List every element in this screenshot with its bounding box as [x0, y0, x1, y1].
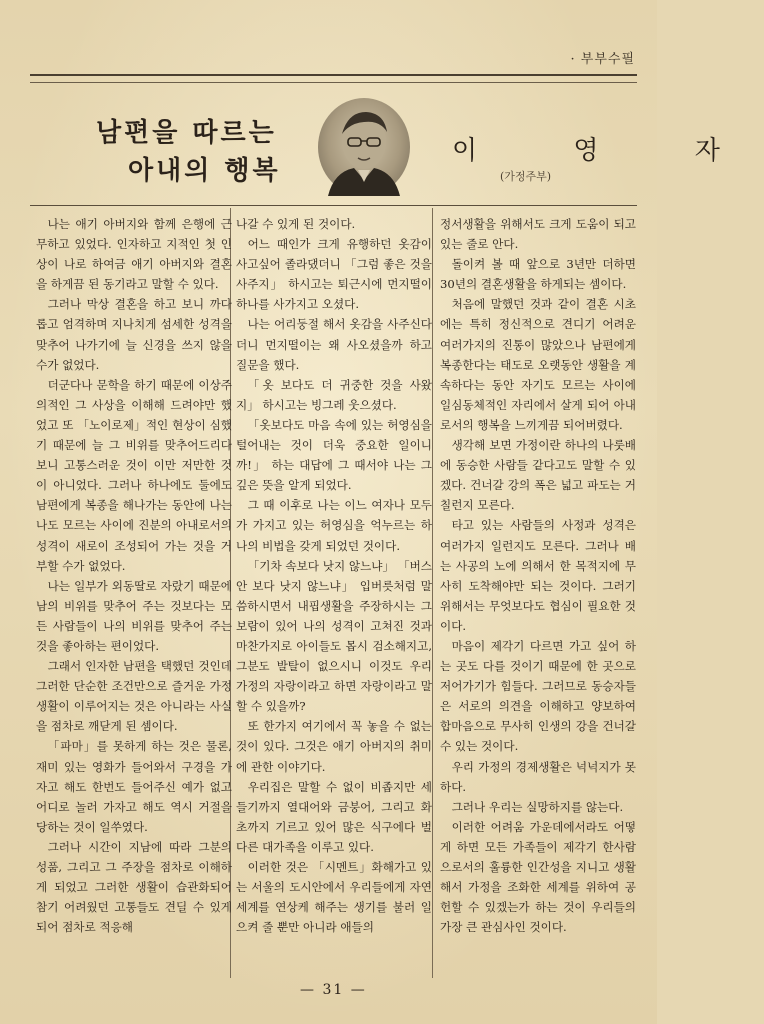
page-number: — 31 — — [300, 982, 367, 998]
paragraph: 더군다나 문학을 하기 때문에 이상주의적인 그 사상을 이해해 드려야만 했었고 또 「노이로제」적인 현상이 심했기 때문에 늘 그 비위를 맞추어드리다 보니 고통스러운 것이 이만 저만한 것이 아니었다. 그러나 하나에도 둘에도 남편에게 복종을 해나가는 동안에 나는 나도 모르는 사이에 진분의 아내로서의 성격이 새로이 조성되어 가는 것을 거부할 수가 없었다. — [36, 377, 232, 573]
title-rule — [30, 205, 637, 206]
paragraph: 나는 일부가 외동딸로 자랐기 때문에 남의 비위를 맞추어 주는 것보다는 모든 사람들이 나의 비위를 맞추어 주는 것을 좋아하는 편이었다. — [36, 578, 232, 653]
paragraph: 또 한가지 여기에서 꼭 놓을 수 없는 것이 있다. 그것은 애기 아버지의 취미에 관한 이야기다. — [236, 719, 432, 774]
paragraph: 우리집은 말할 수 없이 비좁지만 세들기까지 열대어와 금붕어, 그리고 화초까지 기르고 있어 많은 식구에다 벌다른 대가족을 이루고 있다. — [236, 779, 432, 854]
paragraph: 이러한 것은 「시멘트」화해가고 있는 서울의 도시안에서 우리들에게 자연세계를 연상케 해주는 생기를 불러 일으켜 줄 뿐만 아니라 애들의 — [236, 860, 432, 935]
author-name: 이 영 자 — [452, 136, 764, 166]
text-column-1 — [36, 214, 232, 974]
author-portrait — [318, 98, 410, 196]
paragraph: 그러나 시간이 지남에 따라 그분의 성품, 그리고 그 주장을 점차로 이해하게 되었고 그러한 생활이 습관화되어 참기 어려웠던 고통들도 견딜 수 있게 되어 점차로 적응해 — [36, 839, 232, 935]
paragraph: 나갈 수 있게 된 것이다. — [236, 217, 356, 231]
paragraph: 「옷보다도 마음 속에 있는 허영심을 털어내는 것이 더욱 중요한 일이니까!」 하는 대답에 그 때서야 나는 그 깊은 뜻을 알게 되었다. — [236, 417, 432, 493]
paragraph: 처음에 말했던 것과 같이 결혼 시초에는 특히 정신적으로 견디기 어려운 여러가지의 진통이 많았으나 남편에게 복종한다는 태도로 오랫동안 생활을 계속하다는 동안 자기도 모르는 사이에 일심동체적인 자리에서 살게 되어 아내로서의 행복을 느끼게끔 되어버렸다. — [440, 297, 636, 432]
paragraph: 그래서 인자한 남편을 택했던 것인데 그러한 단순한 조건만으로 즐거운 가정생활이 이루어지는 것은 아니라는 사실을 점차로 깨닫게 된 셈이다. — [36, 659, 232, 734]
paragraph: 그러나 막상 결혼을 하고 보니 까다롭고 엄격하며 지나치게 섬세한 성격을 맞추어 나가기에 늘 신경을 쓰지 않을 수가 없었다. — [36, 297, 232, 372]
paragraph: 「파마」를 못하게 하는 것은 물론, 재미 있는 영화가 들어와서 구경을 가자고 해도 한번도 들어주신 예가 없고 어디로 놀러 가자고 해도 역시 거절을 당하는 것이 일쑤였다. — [36, 739, 232, 834]
paragraph: 정서생활을 위해서도 크게 도움이 되고 있는 줄로 안다. — [440, 217, 636, 252]
author-role: (가정주부) — [500, 170, 552, 183]
paragraph: 타고 있는 사람들의 사정과 성격은 여러가지 일런지도 모른다. 그러나 배는 사공의 노에 의해서 한 목적지에 무사히 도착해야만 되는 것이다. 그러기 위해서는 무엇보다도 협심이 필요한 것이다. — [440, 518, 636, 633]
paragraph: 그 때 이후로 나는 이느 여자나 모두가 가지고 있는 허영심을 억누르는 하나의 비법을 갖게 되었던 것이다. — [236, 498, 432, 553]
paragraph: 어느 때인가 크게 유행하던 옷감이 사고싶어 졸라댔더니 「그럼 좋은 것을 사주지」 하시고는 퇴근시에 먼지떨이 하나를 사가지고 오셨다. — [236, 237, 432, 312]
paragraph: 마음이 제각기 다르면 가고 싶어 하는 곳도 다를 것이기 때문에 한 곳으로 저어가기가 힘들다. 그러므로 동승자들은 서로의 의견을 이해하고 양보하여 합마음으로 무사히 인생의 강을 건너갈 수 있는 것이다. — [440, 638, 636, 754]
text-column-3 — [440, 214, 636, 974]
paragraph: 나는 애기 아버지와 함께 은행에 근무하고 있었다. 인자하고 지적인 첫 인상이 나로 하여금 애기 아버지와 결혼을 하게끔 된 동기라고 말할 수 있다. — [36, 217, 232, 292]
header-rule — [30, 74, 637, 76]
section-label: · 부부수필 — [570, 52, 635, 67]
paragraph: 이러한 어려움 가운데에서라도 어떻게 하면 모든 가족들이 제각기 한사람으로서의 훌륭한 인간성을 지니고 생활해서 가정을 조화한 세계를 위하여 공헌할 수 있겠는가 하는 것이 우리들의 가장 큰 관심사인 것이다. — [440, 819, 636, 935]
paragraph: 그러나 우리는 실망하지를 않는다. — [451, 799, 624, 814]
article-title-line2: 아내의 행복 — [128, 156, 281, 186]
paragraph: 「기차 속보다 낫지 않느냐」 「버스 안 보다 낫지 않느냐」 입버릇처럼 말씀하시면서 내핍생활을 주장하시는 그 보람이 있어 나의 성격이 고쳐진 것과 마찬가지로 아이들도 몹시 검소해지고, 그분도 발탈이 없으시니 이것도 우리 가정의 자랑이라고 하면 자랑이라고 말할 수 있을까? — [236, 558, 432, 714]
column-divider — [432, 208, 433, 978]
paragraph: 나는 어리둥절 해서 옷감을 사주신다더니 먼지떨이는 왜 사오셨을까 하고 질문을 했다. — [236, 317, 432, 372]
author-portrait-drawing — [318, 98, 410, 196]
paragraph: 돌이켜 볼 때 앞으로 3년만 더하면 30년의 결혼생활을 하게되는 셈이다. — [440, 257, 636, 292]
text-column-2 — [236, 214, 432, 974]
header-rule-thin — [30, 82, 637, 83]
paragraph: 생각해 보면 가정이란 하나의 나룻배에 동승한 사람들 같다고도 말할 수 있겠다. 건너갈 강의 폭은 넓고 파도는 거칠런지 모른다. — [440, 438, 636, 513]
article-title-line1: 남편을 따르는 — [96, 118, 277, 148]
paragraph: 「옷 보다도 더 귀중한 것을 사왔지」 하시고는 빙그레 웃으셨다. — [236, 377, 432, 412]
paragraph: 우리 가정의 경제생활은 넉넉지가 못하다. — [440, 759, 636, 794]
